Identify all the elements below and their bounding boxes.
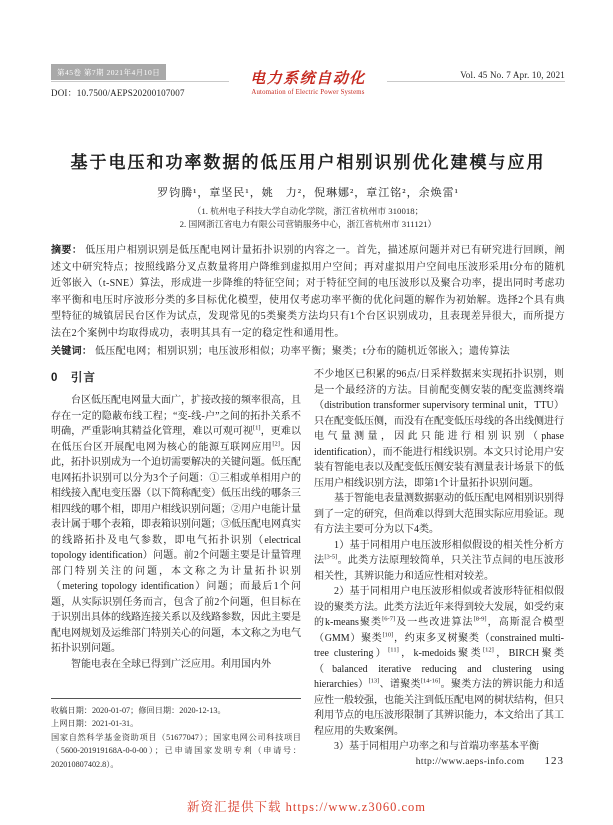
- doi-text: DOI：10.7500/AEPS20200107007: [51, 88, 185, 98]
- journal-logo-text: 电力系统自动化: [250, 71, 366, 87]
- watermark-text: 新资汇提供下载 https://www.z3060.com: [187, 800, 426, 814]
- article-title: 基于电压和功率数据的低压用户相别识别优化建模与应用: [70, 153, 546, 172]
- body-paragraph: 2）基于同相用户电压波形相似或者波形特征相似假设的聚类方法。此类方法近年来得到较大发展，如受约束的k-means聚类[6-7]及一些改进算法[8-9]，高斯混合模型（GMM）聚类[10]，约束多叉树聚类（constrained multi-tree clustering）[11]，k-medoids聚类[12]，BIRCH聚类（balanced iterative reducing and clustering using hierarchies）[13]、谱聚类[14-16]。聚类方法的辨识能力和适应性一般较强，也能关注到低压配电网的树状结构，但只利用节点的电压波形限制了其辨识能力，本文给出了其工程应用的失败案例。: [314, 586, 564, 737]
- footnote-dates: 收稿日期：2020-01-07；修回日期：2020-12-13。: [51, 705, 226, 715]
- header-rule-right: [387, 81, 565, 82]
- affiliation-1: （1. 杭州电子科技大学自动化学院，浙江省杭州市 310018；: [192, 206, 424, 216]
- keywords-label: 关键词：: [51, 345, 93, 357]
- issue-badge: 第45卷 第7期 2021年4月10日: [51, 64, 166, 80]
- journal-header: [51, 64, 565, 110]
- abstract-text: 低压用户相别识别是低压配电网计量拓扑识别的内容之一。首先，描述原问题并对已有研究进行回顾，阐述文中研究特点；按照线路分叉点数量将用户降维到虚拟用户空间；再对虚拟用户空间电压波形采用t分布的随机近邻嵌入（t-SNE）算法，形成进一步降维的特征空间；对于特征空间的电压波形以及聚合功率，提出同时考虑功率平衡和电压时序波形分类的多目标优化模型，使用仅考虑功率平衡的优化问题的解作为初始解。选择2个具有典型特征的城镇居民台区作为试点，发现常见的5类聚类方法均只有1个台区识别成功，且表现差异很大，而所提方法在2个案例中均取得成功，表明其具有一定的稳定性和通用性。: [51, 245, 565, 339]
- body-paragraph: 智能电表在全球已得到广泛应用。利用国内外: [71, 658, 271, 670]
- body-paragraph: 基于智能电表量测数据驱动的低压配电网相别识别得到了一定的研究，但尚难以得到大范围实际应用验证。现有方法主要可分为以下4类。: [314, 493, 564, 536]
- keywords: [51, 344, 565, 361]
- header-rule-left: [51, 81, 229, 82]
- affiliations: [51, 205, 565, 231]
- abstract: [51, 243, 565, 343]
- keywords-text: 低压配电网；相别识别；电压波形相似；功率平衡；聚类；t分布的随机近邻嵌入；遗传算法: [95, 345, 511, 357]
- body-paragraph: 台区低压配电网量大面广，扩接改接的频率很高，且存在一定的隐蔽布线工程；“变-线-户”之间的拓扑关系不明确，严重影响其精益化管理，难以可观可视[1]，更难以在低压台区开展配电网为核心的能源互联网应用[2]。因此，拓扑识别成为一个迫切需要解决的关键问题。低压配电网拓扑识别可以分为3个子问题：①三相或单相用户的相线接入配电变压器（以下简称配变）低压出线的哪条三相四线的哪个相，即用户相线识别问题；②用户电能计量表计属于哪个表箱，即表箱识别问题；③低压配电网真实的线路拓扑及电气参数，即电气拓扑识别（electrical topology identification）问题。前2个问题主要是计量管理部门特别关注的问题，本文称之为计量拓扑识别（metering topology identification）问题；而最后1个问题，从实际识别任务而言，包含了前2个问题，但目标在于识别出具体的线路连接关系以及线路参数，因此主要是配电网规划及运维部门特别关心的问题，本文称之为电气拓扑识别问题。: [51, 395, 301, 655]
- body-paragraph: 不少地区已积累的96点/日采样数据来实现拓扑识别，则是一个最经济的方法。目前配变侧安装的配变监测终端（distribution transformer supervisory terminal unit，TTU）只在配变低压侧，而没有在配变低压母线的各出线侧进行电气量测量，因此只能进行相别识别（phase identification），而不能进行相线识别。本文只讨论用户安装有智能电表以及配变低压侧安装有测量表计场景下的低压用户相线识别方法，即第1个计量拓扑识别问题。: [314, 369, 564, 489]
- body-columns: [51, 367, 565, 771]
- journal-subtitle: Automation of Electric Power Systems: [251, 89, 365, 96]
- journal-logo-block: [229, 67, 387, 96]
- body-paragraph: 1）基于同相用户电压波形相似假设的相关性分析方法[3-5]。此类方法原理较简单，只关注节点间的电压波形相关性，其辨识能力和适应性相对较差。: [314, 539, 564, 582]
- right-column: [314, 367, 564, 771]
- abstract-label: 摘要：: [51, 245, 83, 256]
- footnote-funding: 国家自然科学基金资助项目（51677047）；国家电网公司科技项目（5600-201919168A-0-0-00）；已申请国家发明专利（申请号：202010807402.8）。: [51, 732, 301, 769]
- page-footer: [314, 751, 564, 769]
- footnote-block: [51, 698, 301, 772]
- footnote-online-date: 上网日期：2021-01-31。: [51, 719, 139, 729]
- volume-info: Vol. 45 No. 7 Apr. 10, 2021: [460, 70, 565, 80]
- page-content: [51, 64, 565, 771]
- page-number: 123: [544, 755, 564, 768]
- body-paragraph: 3）基于同相用户功率之和与首端功率基本平衡: [334, 741, 539, 753]
- left-column: [51, 367, 301, 771]
- section-heading-introduction: 0 引言: [51, 372, 96, 385]
- authors-line: 罗钧腾¹，章坚民¹，姚 力²，倪琳娜²，章江铭²，余焕雷¹: [157, 187, 459, 199]
- journal-url: http://www.aeps-info.com: [415, 757, 525, 768]
- affiliation-2: 2. 国网浙江省电力有限公司营销服务中心，浙江省杭州市 311121）: [179, 219, 437, 229]
